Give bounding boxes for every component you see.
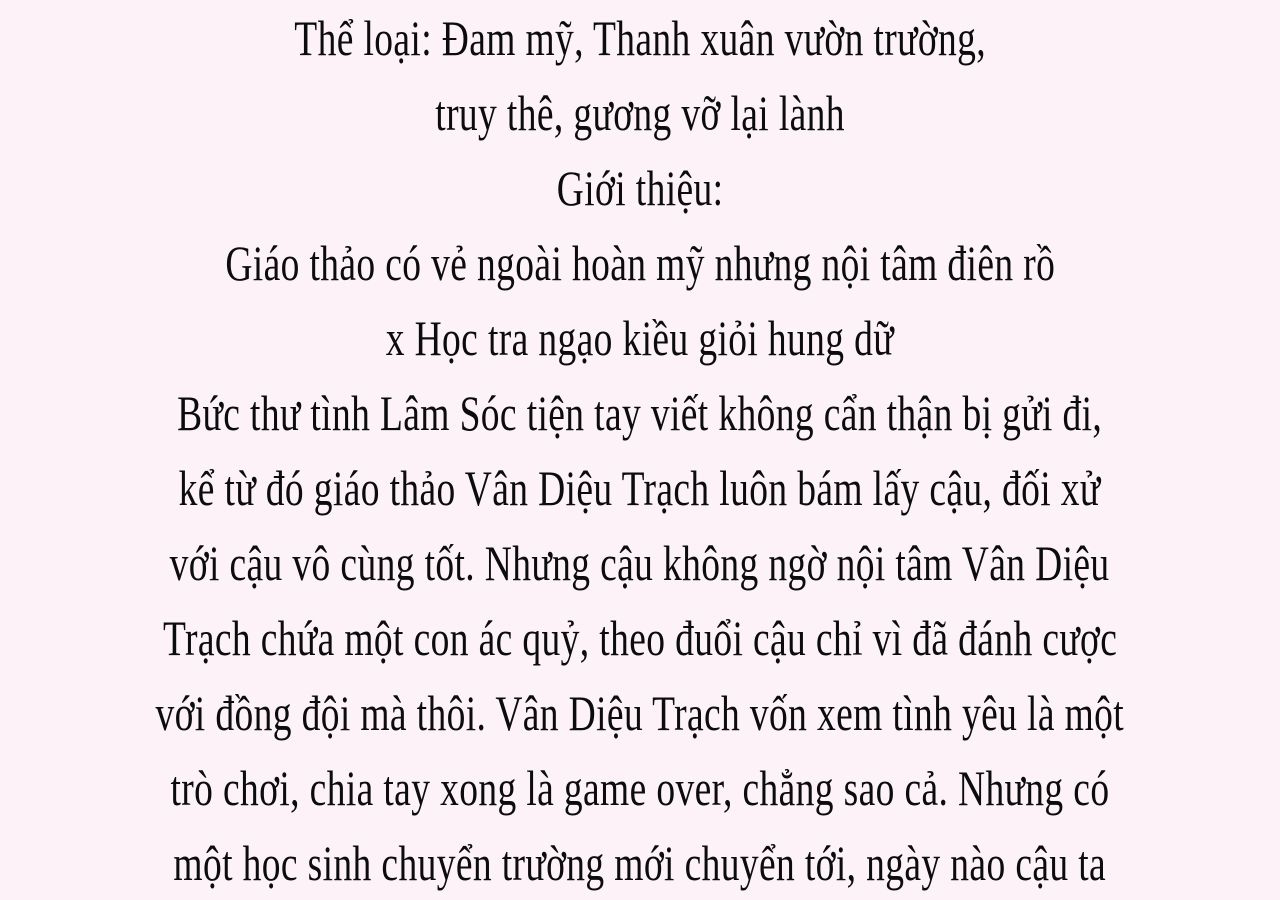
synopsis-line (0, 525, 1280, 600)
genre-line (0, 0, 1280, 75)
synopsis-line-text: Trạch chứa một con ác quỷ, theo đuổi cậu chỉ vì đã đánh cược (162, 609, 1118, 666)
synopsis-line-text: x Học tra ngạo kiều giỏi hung dữ (385, 309, 895, 366)
intro-heading-text: Giới thiệu: (556, 159, 724, 216)
synopsis-line (0, 675, 1280, 750)
synopsis-line (0, 225, 1280, 300)
synopsis-line-text: trò chơi, chia tay xong là game over, chẳng sao cả. Nhưng có (170, 759, 1110, 816)
synopsis-line (0, 375, 1280, 450)
synopsis-line-text: kể từ đó giáo thảo Vân Diệu Trạch luôn bám lấy cậu, đối xử (179, 459, 1101, 516)
synopsis-line (0, 750, 1280, 825)
intro-heading (0, 150, 1280, 225)
genre-line-text: truy thê, gương vỡ lại lành (435, 84, 845, 141)
synopsis-line (0, 600, 1280, 675)
synopsis-line (0, 300, 1280, 375)
synopsis-line-text: với đồng đội mà thôi. Vân Diệu Trạch vốn xem tình yêu là một (155, 684, 1125, 741)
synopsis-line-text: một học sinh chuyển trường mới chuyển tới, ngày nào cậu ta (173, 834, 1107, 891)
synopsis-line-text: Giáo thảo có vẻ ngoài hoàn mỹ nhưng nội tâm điên rồ (225, 234, 1055, 291)
genre-line (0, 75, 1280, 150)
synopsis-line (0, 825, 1280, 900)
synopsis-line-text: Bức thư tình Lâm Sóc tiện tay viết không cẩn thận bị gửi đi, (177, 384, 1103, 441)
genre-line-text: Thể loại: Đam mỹ, Thanh xuân vườn trường, (294, 9, 986, 66)
synopsis-line (0, 450, 1280, 525)
synopsis-line-text: với cậu vô cùng tốt. Nhưng cậu không ngờ nội tâm Vân Diệu (170, 534, 1110, 591)
